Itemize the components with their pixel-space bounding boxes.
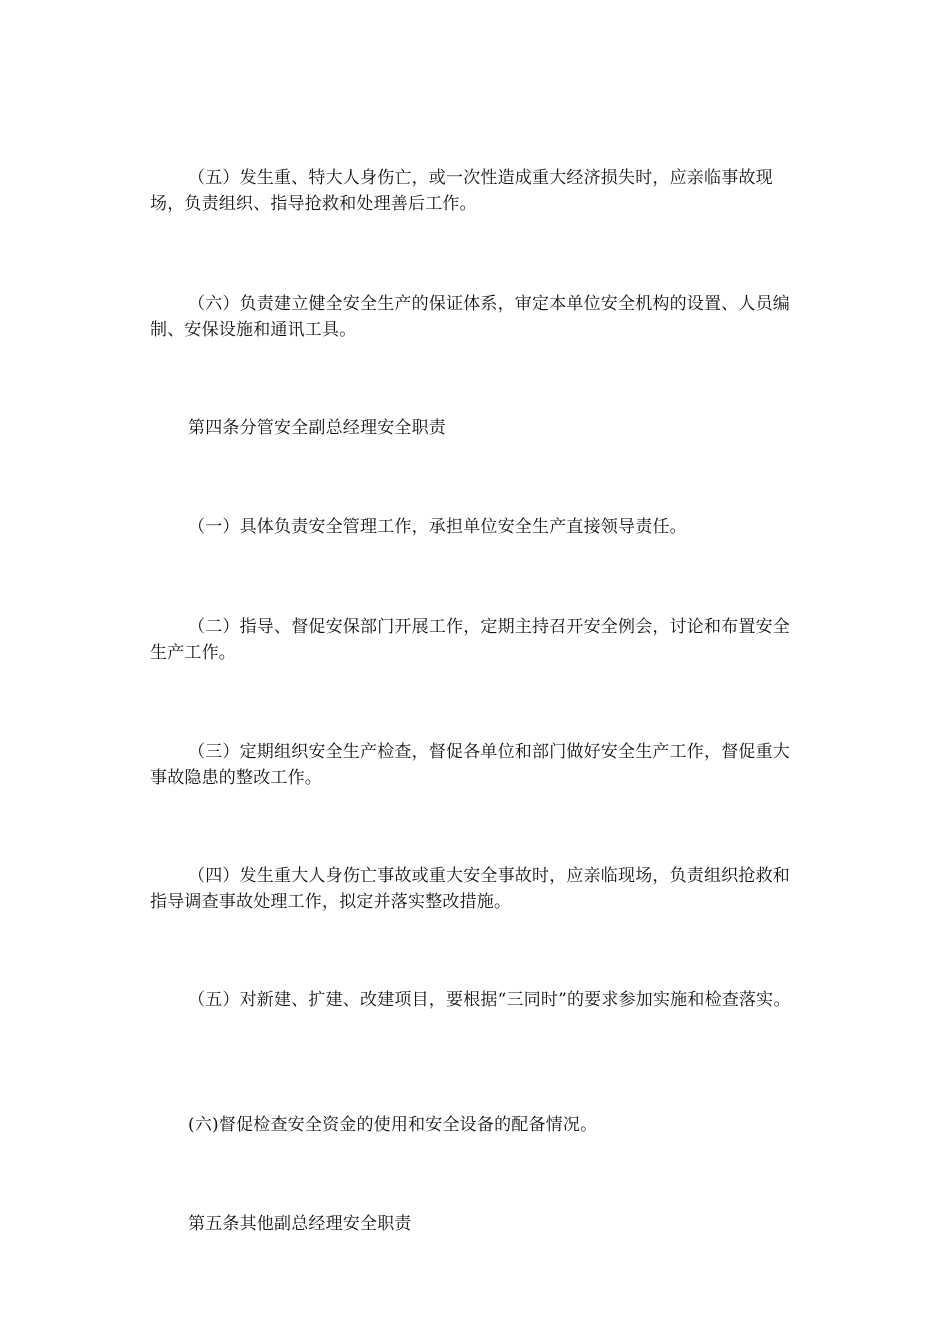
paragraph-item-6: （六）负责建立健全安全生产的保证体系，审定本单位安全机构的设置、人员编制、安保设施和通讯工具。 [150, 294, 790, 340]
paragraph-item-3: （三）定期组织安全生产检查，督促各单位和部门做好安全生产工作，督促重大事故隐患的整改工作。 [150, 742, 790, 788]
section-heading-article-5: 第五条其他副总经理安全职责 [188, 1214, 412, 1234]
paragraph-item-1: （一）具体负责安全管理工作，承担单位安全生产直接领导责任。 [188, 517, 687, 537]
paragraph-item-5b: （五）对新建、扩建、改建项目，要根据“三同时”的要求参加实施和检查落实。 [188, 990, 791, 1010]
paragraph-item-4: （四）发生重大人身伤亡事故或重大安全事故时，应亲临现场，负责组织抢救和指导调查事故处理工作，拟定并落实整改措施。 [150, 866, 790, 912]
paragraph-item-2: （二）指导、督促安保部门开展工作，定期主持召开安全例会，讨论和布置安全生产工作。 [150, 617, 790, 663]
section-heading-article-4: 第四条分管安全副总经理安全职责 [188, 418, 446, 438]
paragraph-item-5: （五）发生重、特大人身伤亡，或一次性造成重大经济损失时，应亲临事故现场，负责组织、指导抢救和处理善后工作。 [150, 168, 773, 214]
paragraph-item-6b: (六)督促检查安全资金的使用和安全设备的配备情况。 [188, 1115, 598, 1135]
